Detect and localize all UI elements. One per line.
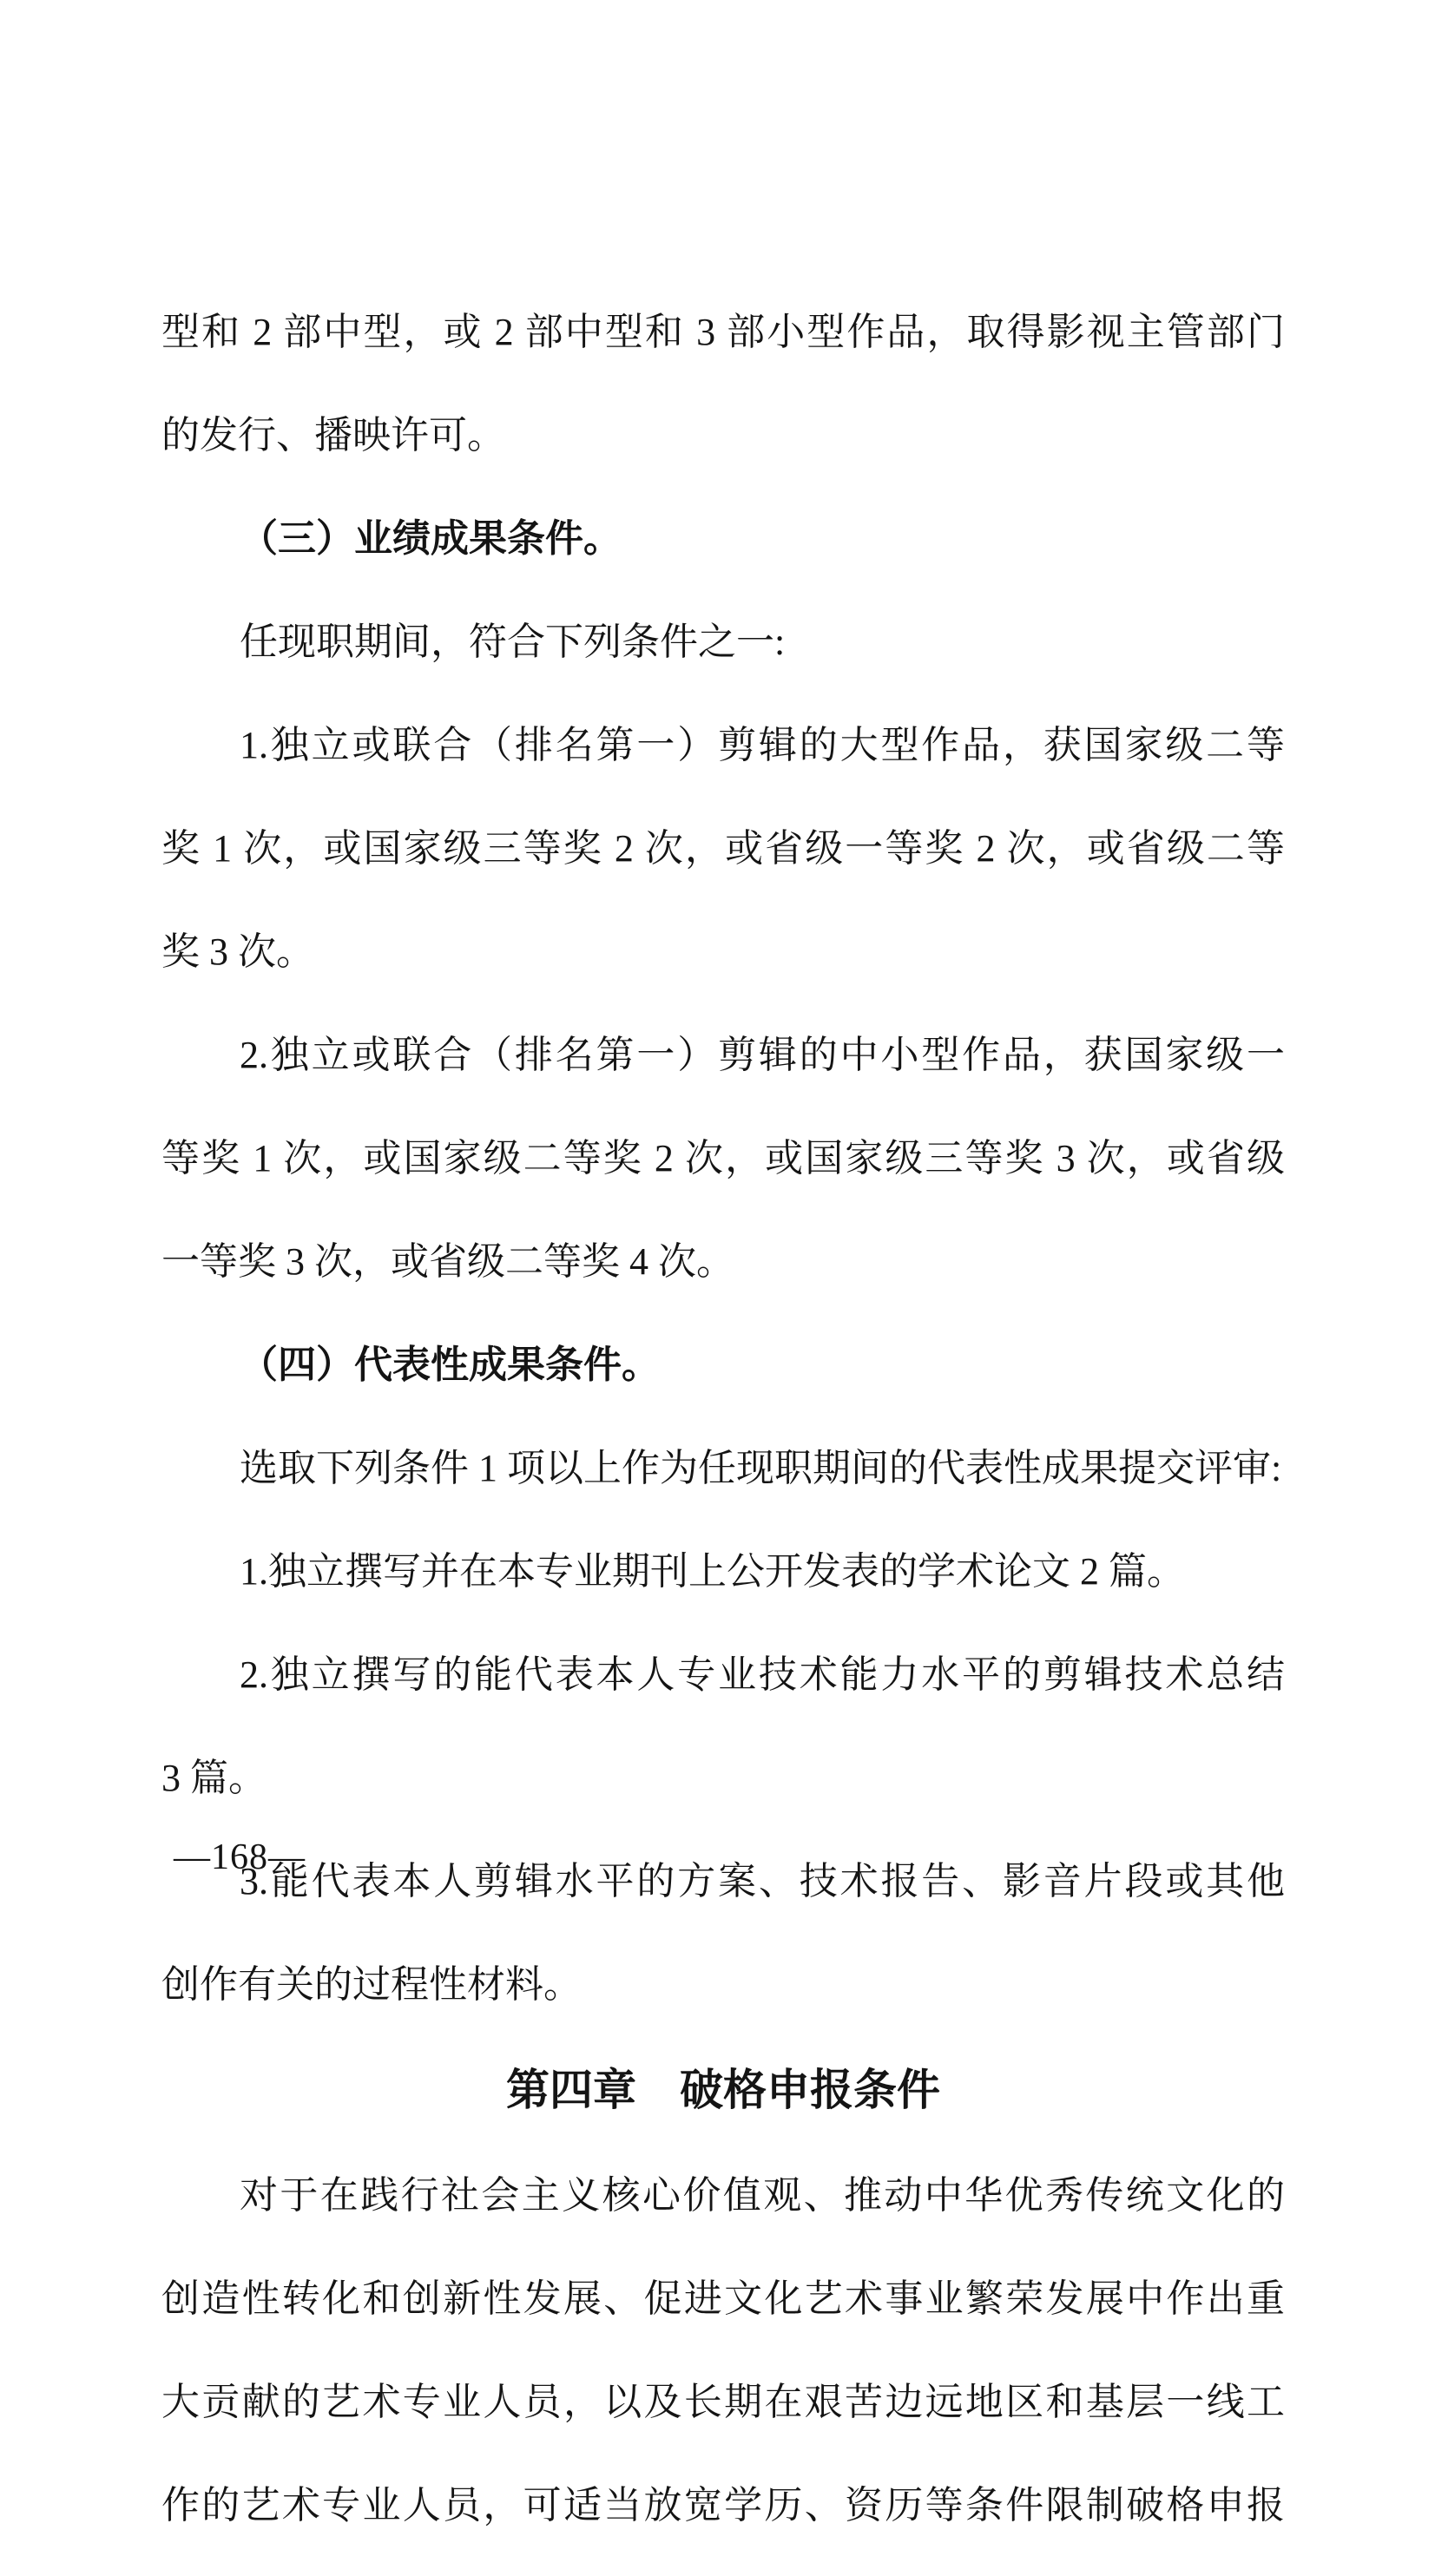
body-line: 3.能代表本人剪辑水平的方案、技术报告、影音片段或其他 bbox=[240, 1860, 1285, 1902]
body-line: 的发行、播映许可。 bbox=[161, 414, 505, 457]
document-body bbox=[161, 261, 1285, 2576]
body-line: 等奖 1 次，或国家级二等奖 2 次，或国家级三等奖 3 次，或省级 bbox=[161, 1137, 1285, 1180]
body-line: 创作有关的过程性材料。 bbox=[161, 1963, 582, 2006]
body-line: 一等奖 3 次，或省级二等奖 4 次。 bbox=[161, 1240, 734, 1283]
page-number: —168— bbox=[174, 1837, 306, 1877]
body-line: 选取下列条件 1 项以上作为任现职期间的代表性成果提交评审: bbox=[240, 1447, 1282, 1489]
body-line: 3 篇。 bbox=[161, 1757, 267, 1799]
chapter-heading: 第四章 破格申报条件 bbox=[506, 2066, 940, 2114]
section-heading-3: （三）业绩成果条件。 bbox=[240, 517, 622, 560]
body-line: 奖 1 次，或国家级三等奖 2 次，或省级一等奖 2 次，或省级二等 bbox=[161, 827, 1285, 870]
body-line: 奖 3 次。 bbox=[161, 930, 314, 973]
body-line: 任现职期间，符合下列条件之一: bbox=[240, 621, 786, 663]
body-line: 1.独立或联合（排名第一）剪辑的大型作品，获国家级二等 bbox=[240, 724, 1285, 766]
body-line: 型和 2 部中型，或 2 部中型和 3 部小型作品，取得影视主管部门 bbox=[161, 311, 1285, 353]
body-line: 对于在践行社会主义核心价值观、推动中华优秀传统文化的 bbox=[240, 2174, 1285, 2217]
body-line: 大贡献的艺术专业人员，以及长期在艰苦边远地区和基层一线工 bbox=[161, 2381, 1285, 2423]
body-line: 创造性转化和创新性发展、促进文化艺术事业繁荣发展中作出重 bbox=[161, 2277, 1285, 2320]
body-line: 2.独立或联合（排名第一）剪辑的中小型作品，获国家级一 bbox=[240, 1034, 1285, 1076]
body-line: 1.独立撰写并在本专业期刊上公开发表的学术论文 2 篇。 bbox=[240, 1550, 1185, 1593]
body-line: 2.独立撰写的能代表本人专业技术能力水平的剪辑技术总结 bbox=[240, 1653, 1285, 1696]
section-heading-4: （四）代表性成果条件。 bbox=[240, 1344, 660, 1386]
body-line: 作的艺术专业人员，可适当放宽学历、资历等条件限制破格申报 bbox=[161, 2484, 1285, 2527]
